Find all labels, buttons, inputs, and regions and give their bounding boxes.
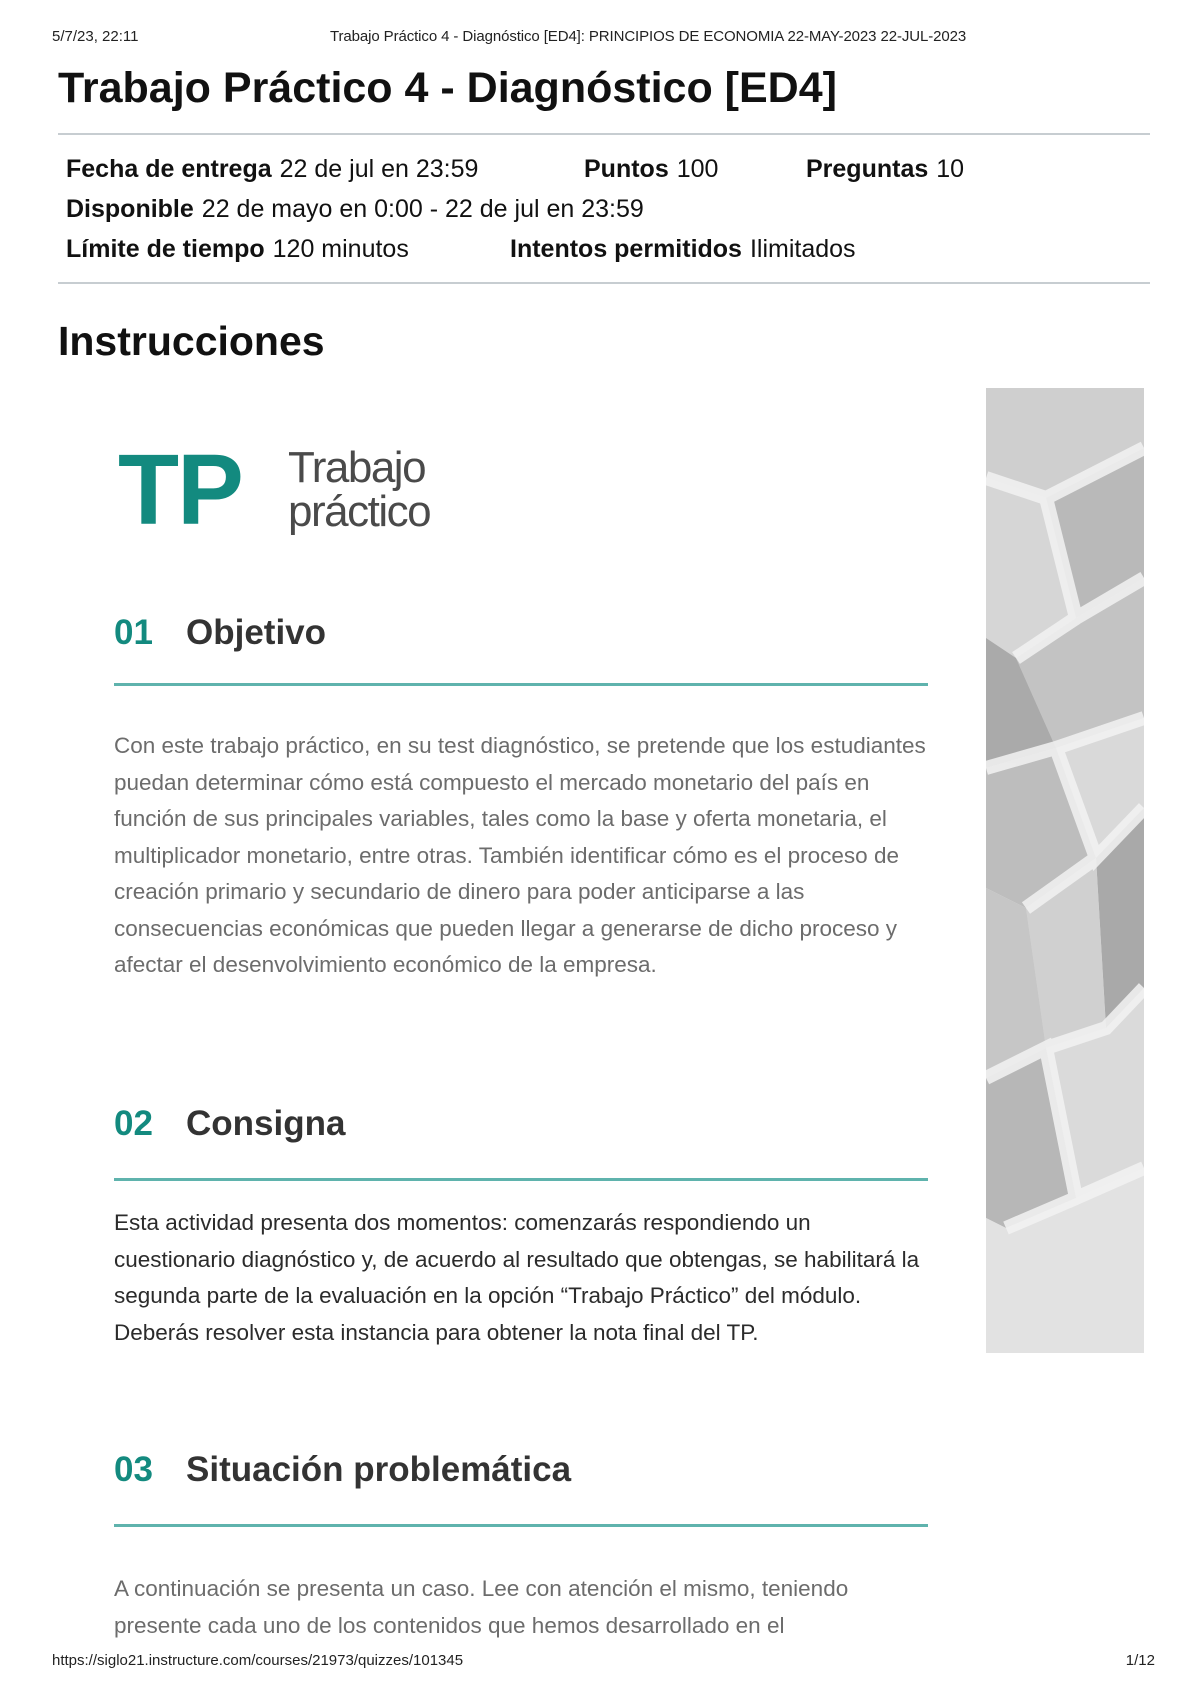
section-heading-objetivo [114, 613, 326, 653]
section-divider [114, 683, 928, 686]
section-divider [114, 1524, 928, 1527]
section-number: 01 [114, 613, 153, 652]
page-title: Trabajo Práctico 4 - Diagnóstico [ED4] [58, 64, 837, 112]
section-text-consigna: Esta actividad presenta dos momentos: comenzarás respondiendo un cuestionario diagnóstico y, de acuerdo al resultado que obtengas, se habilitará la segunda parte de la evaluación en la opción “Trabajo Práctico” del módulo. Deberás resolver esta instancia para obtener la nota final del TP. [114, 1210, 920, 1345]
instructions-heading: Instrucciones [58, 318, 325, 364]
time-limit-value: 120 minutos [272, 235, 409, 263]
section-title: Consigna [186, 1104, 346, 1143]
section-title: Objetivo [186, 613, 327, 652]
section-title: Situación problemática [186, 1450, 572, 1489]
points [584, 155, 718, 184]
tp-logo-letters: TP [118, 434, 242, 546]
availability [66, 195, 644, 224]
section-number: 02 [114, 1104, 153, 1143]
details-divider [58, 282, 1150, 284]
section-text-situacion: A continuación se presenta un caso. Lee con atención el mismo, teniendo presente cada uno de los contenidos que hemos desarrollado en el [114, 1576, 849, 1638]
questions [806, 155, 964, 184]
due-date-label: Fecha de entrega [66, 155, 272, 183]
time-limit [66, 235, 409, 264]
due-date-value: 22 de jul en 23:59 [279, 155, 479, 183]
print-date: 5/7/23, 22:11 [52, 28, 139, 45]
questions-value: 10 [936, 155, 965, 183]
section-heading-consigna [114, 1104, 345, 1144]
points-label: Puntos [584, 155, 669, 183]
print-header [0, 28, 1200, 48]
points-value: 100 [676, 155, 719, 183]
print-document-title: Trabajo Práctico 4 - Diagnóstico [ED4]: PRINCIPIOS DE ECONOMIA 22-MAY-2023 22-JUL-2023 [330, 28, 967, 45]
decorative-architecture-image [986, 388, 1144, 1353]
print-page-number: 1/12 [1125, 1652, 1155, 1669]
section-divider [114, 1178, 928, 1181]
tp-logo-word-line2: práctico [288, 487, 431, 536]
tp-logo-word [288, 443, 431, 536]
availability-value: 22 de mayo en 0:00 - 22 de jul en 23:59 [201, 195, 644, 223]
section-text-objetivo: Con este trabajo práctico, en su test diagnóstico, se pretende que los estudiantes puedan determinar cómo está compuesto el mercado monetario del país en función de sus principales variables, tales como la base y oferta monetaria, el multiplicador monetario, entre otras. También identificar cómo es el proceso de creación primario y secundario de dinero para poder anticiparse a las consecuencias económicas que pueden llegar a generarse de dicho proceso y afectar el desenvolvimiento económico de la empresa. [114, 733, 926, 977]
attempts-value: Ilimitados [749, 235, 856, 263]
section-heading-situacion [114, 1450, 571, 1490]
due-date [66, 155, 478, 184]
print-url: https://siglo21.instructure.com/courses/21973/quizzes/101345 [52, 1652, 464, 1669]
attempts-allowed [510, 235, 856, 264]
print-footer [0, 1652, 1200, 1672]
availability-label: Disponible [66, 195, 194, 223]
questions-label: Preguntas [806, 155, 929, 183]
time-limit-label: Límite de tiempo [66, 235, 265, 263]
section-number: 03 [114, 1450, 153, 1489]
tp-logo-word-line1: Trabajo [288, 443, 426, 492]
attempts-label: Intentos permitidos [510, 235, 742, 263]
header-divider [58, 133, 1150, 135]
